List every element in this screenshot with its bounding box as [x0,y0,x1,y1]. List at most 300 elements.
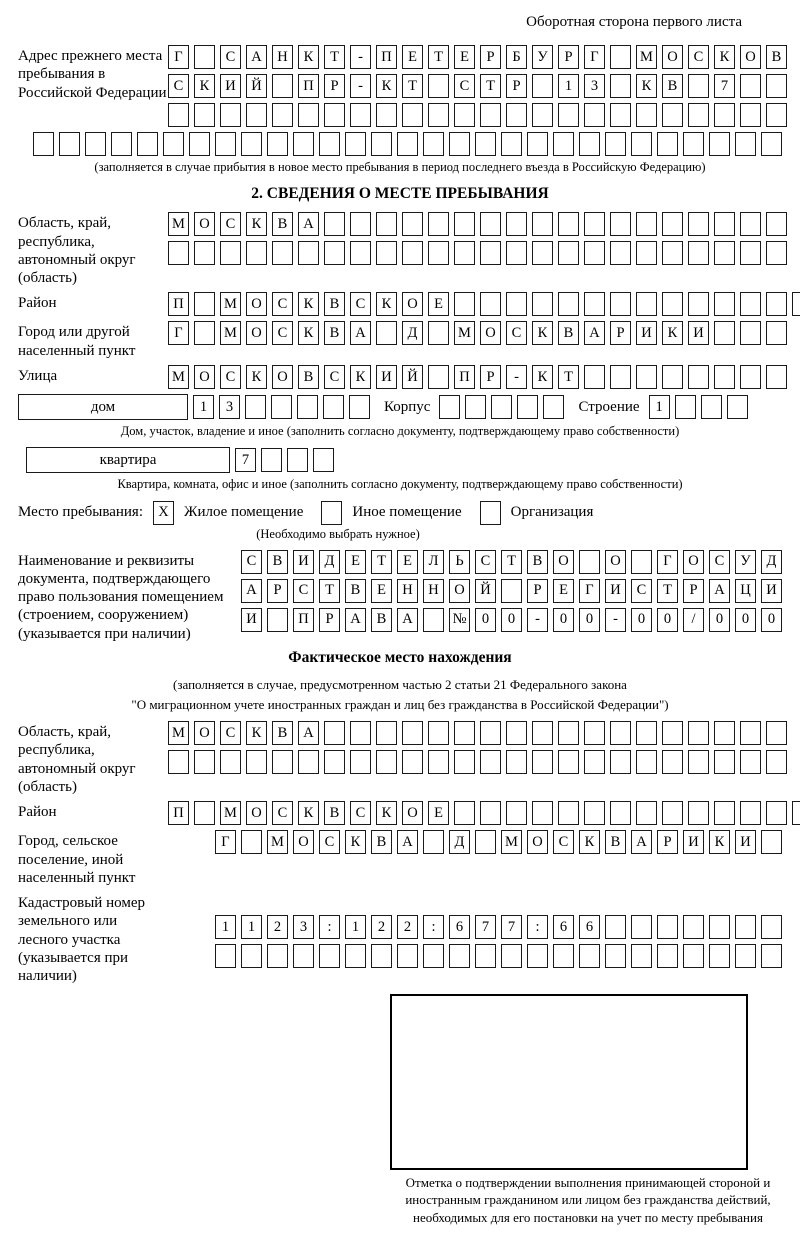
char-cell [584,241,605,265]
char-cell [636,721,657,745]
cadastre-grid [168,892,782,968]
char-cell: К [298,45,319,69]
stay-type-checkbox-residential: X [153,501,174,525]
char-cell: С [553,830,574,854]
char-cell [761,132,782,156]
char-cell: С [709,550,730,574]
char-cell [766,750,787,774]
char-cell [579,550,600,574]
char-cell: С [454,74,475,98]
char-cell [662,365,683,389]
char-cell: Р [683,579,704,603]
char-cell [313,448,334,472]
char-cell: 6 [449,915,470,939]
char-cell: К [246,721,267,745]
char-cell [480,241,501,265]
char-cell [766,74,787,98]
char-cell [194,241,215,265]
char-cell: Е [402,45,423,69]
char-cell: И [376,365,397,389]
char-cell: И [605,579,626,603]
char-cell [298,750,319,774]
char-cell [376,103,397,127]
char-cell [324,750,345,774]
char-cell [402,721,423,745]
char-cell: У [532,45,553,69]
char-cell [241,830,262,854]
char-cell [246,750,267,774]
char-cell [271,395,292,419]
char-cell [506,721,527,745]
char-cell: К [714,45,735,69]
char-cell [324,241,345,265]
char-cell [662,721,683,745]
char-cell: С [475,550,496,574]
char-cell [662,750,683,774]
char-cell [532,801,553,825]
char-cell [194,45,215,69]
char-cell [714,212,735,236]
char-cell: М [267,830,288,854]
char-cell: С [272,801,293,825]
char-cell: У [735,550,756,574]
char-cell [402,103,423,127]
char-cell [584,721,605,745]
char-cell [267,608,288,632]
char-cell [480,750,501,774]
char-cell [189,132,210,156]
char-cell [553,944,574,968]
char-cell: В [324,321,345,345]
char-cell [220,750,241,774]
char-cell: О [246,292,267,316]
char-cell [766,801,787,825]
char-cell: Г [168,45,189,69]
char-cell [683,944,704,968]
char-cell [449,132,470,156]
char-cell [85,132,106,156]
char-cell [675,395,696,419]
char-cell [245,395,266,419]
prev-address-block [18,45,782,127]
char-cell [272,241,293,265]
char-cell [454,801,475,825]
char-cell: 0 [501,608,522,632]
char-cell [766,292,787,316]
char-cell [558,721,579,745]
char-cell: 1 [558,74,579,98]
char-cell: О [246,321,267,345]
char-cell: А [584,321,605,345]
prev-address-row-4 [18,132,782,156]
char-cell: Ь [449,550,470,574]
confirmation-stamp-box [390,994,748,1170]
char-cell [740,241,761,265]
char-cell: Н [272,45,293,69]
char-cell: В [267,550,288,574]
char-cell: М [220,321,241,345]
char-cell [631,915,652,939]
char-cell [267,132,288,156]
char-cell: Г [168,321,189,345]
apartment-row [18,447,782,473]
char-cell [766,721,787,745]
char-cell: О [662,45,683,69]
char-cell: В [298,365,319,389]
char-cell [517,395,538,419]
char-cell: Т [558,365,579,389]
header-note: Оборотная сторона первого листа [526,14,742,30]
char-cell: А [397,830,418,854]
char-cell [293,944,314,968]
char-cell [740,750,761,774]
char-cell: 6 [579,915,600,939]
char-cell: А [709,579,730,603]
char-cell [480,103,501,127]
cadastre-row-2 [168,944,782,968]
char-cell [428,721,449,745]
char-cell: Р [610,321,631,345]
char-cell [272,103,293,127]
char-cell [714,750,735,774]
char-cell [683,915,704,939]
char-cell: 0 [761,608,782,632]
char-cell: Г [215,830,236,854]
char-cell [714,321,735,345]
korpus-cells [439,395,564,419]
char-cell: П [454,365,475,389]
char-cell: 2 [267,915,288,939]
document-row-2 [240,579,782,603]
char-cell [610,212,631,236]
char-cell [662,212,683,236]
char-cell: О [480,321,501,345]
char-cell: О [683,550,704,574]
char-cell [714,721,735,745]
char-cell [297,395,318,419]
char-cell: Т [402,74,423,98]
char-cell [287,448,308,472]
char-cell [558,212,579,236]
char-cell [766,212,787,236]
char-cell: А [241,579,262,603]
city-row [168,321,787,345]
char-cell [688,212,709,236]
char-cell [246,241,267,265]
char-cell [657,915,678,939]
stay-type-checkbox-organization [480,501,501,525]
char-cell [740,212,761,236]
char-cell: О [527,830,548,854]
char-cell: / [683,608,704,632]
char-cell: М [168,365,189,389]
char-cell [428,74,449,98]
char-cell [688,103,709,127]
char-cell: 6 [553,915,574,939]
char-cell: : [527,915,548,939]
char-cell [610,721,631,745]
char-cell: В [558,321,579,345]
char-cell: К [298,321,319,345]
char-cell [376,721,397,745]
char-cell [439,395,460,419]
char-cell: Т [324,45,345,69]
char-cell [220,103,241,127]
char-cell [350,103,371,127]
char-cell: С [272,321,293,345]
char-cell [709,132,730,156]
char-cell: Е [454,45,475,69]
char-cell: А [397,608,418,632]
char-cell [350,212,371,236]
char-cell [506,292,527,316]
char-cell: О [553,550,574,574]
char-cell: Е [553,579,574,603]
char-cell [293,132,314,156]
char-cell: К [376,74,397,98]
char-cell: 1 [649,395,670,419]
stay-type-option-residential: Жилое помещение [184,504,304,521]
char-cell [241,944,262,968]
char-cell [761,915,782,939]
cadastre-label: Кадастровый номер земельного или лесного участка (указывается при наличии) [18,895,145,985]
char-cell: П [168,292,189,316]
char-cell [740,721,761,745]
char-cell: К [298,801,319,825]
char-cell [662,241,683,265]
char-cell: К [345,830,366,854]
char-cell [610,365,631,389]
city-block [18,321,782,360]
char-cell: А [298,721,319,745]
char-cell: Е [428,292,449,316]
char-cell: 3 [584,74,605,98]
char-cell [454,292,475,316]
char-cell [610,750,631,774]
char-cell [402,212,423,236]
char-cell: Р [267,579,288,603]
char-cell: - [350,74,371,98]
char-cell [761,944,782,968]
char-cell [454,212,475,236]
char-cell: М [501,830,522,854]
char-cell: Р [527,579,548,603]
section2-heading: 2. СВЕДЕНИЯ О МЕСТЕ ПРЕБЫВАНИЯ [251,185,549,203]
char-cell [345,944,366,968]
char-cell [272,750,293,774]
char-cell: Р [480,365,501,389]
char-cell [376,321,397,345]
char-cell: И [293,550,314,574]
char-cell [423,944,444,968]
char-cell [657,132,678,156]
char-cell [584,103,605,127]
char-cell [532,241,553,265]
char-cell [402,241,423,265]
char-cell: М [454,321,475,345]
char-cell: А [345,608,366,632]
fact-region-row-1 [168,721,787,745]
char-cell: О [605,550,626,574]
char-cell: П [293,608,314,632]
char-cell [465,395,486,419]
char-cell: Н [397,579,418,603]
fact-region-label: Область, край, республика, автономный округ (область) [18,724,136,795]
char-cell: И [636,321,657,345]
char-cell: А [631,830,652,854]
char-cell [319,944,340,968]
char-cell: 2 [397,915,418,939]
char-cell [584,801,605,825]
char-cell: А [350,321,371,345]
char-cell [688,801,709,825]
cadastre-row-1 [168,915,782,939]
char-cell [261,448,282,472]
char-cell: 7 [475,915,496,939]
char-cell [543,395,564,419]
char-cell [506,212,527,236]
prev-address-row-2 [168,74,787,98]
char-cell: - [506,365,527,389]
char-cell [449,944,470,968]
char-cell: Е [428,801,449,825]
char-cell [631,132,652,156]
char-cell: С [324,365,345,389]
char-cell [350,721,371,745]
char-cell [662,103,683,127]
char-cell: В [371,608,392,632]
char-cell [33,132,54,156]
char-cell [579,132,600,156]
char-cell [605,132,626,156]
house-number-cells [193,395,370,419]
char-cell [454,241,475,265]
char-cell [194,750,215,774]
street-block [18,365,782,389]
char-cell: К [194,74,215,98]
char-cell [324,212,345,236]
char-cell: П [168,801,189,825]
char-cell: В [272,721,293,745]
char-cell: М [168,721,189,745]
char-cell: Д [319,550,340,574]
prev-address-row-1 [168,45,787,69]
char-cell [220,241,241,265]
char-cell [423,830,444,854]
char-cell: Р [657,830,678,854]
char-cell: В [324,292,345,316]
char-cell [636,241,657,265]
char-cell: С [241,550,262,574]
char-cell [371,132,392,156]
char-cell [506,801,527,825]
char-cell [475,944,496,968]
char-cell: К [298,292,319,316]
stroenie-cells [649,395,748,419]
char-cell: Д [449,830,470,854]
char-cell: В [371,830,392,854]
char-cell [527,944,548,968]
char-cell: 7 [501,915,522,939]
char-cell [766,103,787,127]
char-cell: Р [324,74,345,98]
char-cell: 0 [553,608,574,632]
district-block [18,292,782,316]
char-cell [194,103,215,127]
char-cell [636,801,657,825]
char-cell [636,103,657,127]
char-cell [761,830,782,854]
char-cell [605,915,626,939]
char-cell: Л [423,550,444,574]
char-cell [480,801,501,825]
char-cell: Й [402,365,423,389]
char-cell [491,395,512,419]
char-cell [397,132,418,156]
char-cell: : [423,915,444,939]
fact-district-row [168,801,800,825]
stay-type-option-organization: Организация [510,504,594,521]
char-cell [709,915,730,939]
char-cell: Е [371,579,392,603]
char-cell [714,365,735,389]
fact-district-label: Район [18,804,57,821]
char-cell [714,292,735,316]
stay-type-row [18,501,782,525]
char-cell [714,241,735,265]
char-cell [740,292,761,316]
char-cell [610,103,631,127]
char-cell: В [272,212,293,236]
char-cell [480,721,501,745]
char-cell [636,292,657,316]
char-cell: С [272,292,293,316]
char-cell [423,608,444,632]
char-cell [376,212,397,236]
region-label: Область, край, республика, автономный округ (область) [18,215,136,287]
char-cell: Т [371,550,392,574]
char-cell [376,241,397,265]
char-cell [740,801,761,825]
char-cell [423,132,444,156]
char-cell [246,103,267,127]
stay-type-checkbox-other [321,501,342,525]
char-cell: М [636,45,657,69]
char-cell [662,801,683,825]
char-cell: К [662,321,683,345]
char-cell: О [194,212,215,236]
char-cell: Р [558,45,579,69]
char-cell [532,103,553,127]
char-cell: В [605,830,626,854]
char-cell: 0 [709,608,730,632]
char-cell [350,750,371,774]
char-cell: С [631,579,652,603]
char-cell: Д [761,550,782,574]
char-cell: В [662,74,683,98]
char-cell [272,74,293,98]
char-cell: К [246,212,267,236]
fact-city-label: Город, сельское поселение, иной населенный пункт [18,833,136,886]
char-cell [480,292,501,316]
char-cell [714,103,735,127]
char-cell [532,721,553,745]
char-cell [527,132,548,156]
char-cell: № [449,608,470,632]
char-cell [454,750,475,774]
char-cell [792,292,800,316]
char-cell: К [246,365,267,389]
